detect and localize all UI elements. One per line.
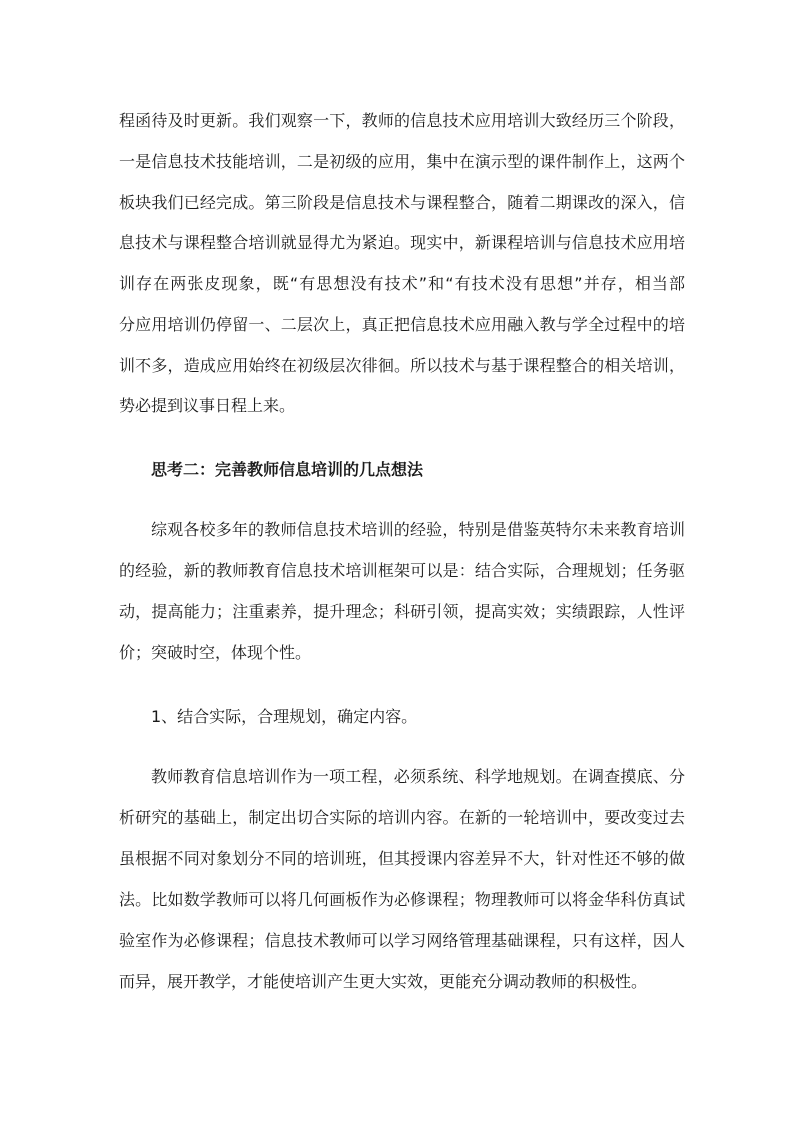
paragraph-line: 教师教育信息培训作为一项工程，必须系统、科学地规划。在调查摸底、分	[151, 767, 685, 786]
paragraph-line: 息技术与课程整合培训就显得尤为紧迫。现实中，新课程培训与信息技术应用培	[119, 233, 685, 252]
paragraph-line: 验室作为必修课程；信息技术教师可以学习网络管理基础课程，只有这样，因人	[119, 931, 685, 950]
paragraph-line: 势必提到议事日程上来。	[119, 396, 296, 415]
paragraph-line: 程函待及时更新。我们观察一下，教师的信息技术应用培训大致经历三个阶段，	[119, 111, 685, 130]
paragraph-line: 价；突破时空，体现个性。	[119, 643, 312, 662]
paragraph-line: 而异，展开教学，才能使培训产生更大实效，更能充分调动教师的积极性。	[119, 972, 648, 991]
paragraph-line: 板块我们已经完成。第三阶段是信息技术与课程整合，随着二期课改的深入，信	[119, 193, 685, 212]
paragraph-line: 分应用培训仍停留一、二层次上，真正把信息技术应用融入教与学全过程中的培	[119, 315, 685, 334]
paragraph-line: 析研究的基础上，制定出切合实际的培训内容。在新的一轮培训中，要改变过去	[119, 808, 685, 827]
paragraph-line: 训存在两张皮现象，既“有思想没有技术”和“有技术没有思想”并存，相当部	[119, 274, 685, 293]
paragraph-line: 法。比如数学教师可以将几何画板作为必修课程；物理教师可以将金华科仿真试	[119, 890, 685, 909]
paragraph-line: 的经验，新的教师教育信息技术培训框架可以是：结合实际，合理规划；任务驱	[119, 561, 685, 580]
paragraph-line: 训不多，造成应用始终在初级层次徘徊。所以技术与基于课程整合的相关培训，	[119, 356, 685, 375]
list-item-heading: 1、结合实际，合理规划，确定内容。	[151, 707, 418, 726]
paragraph-line: 动，提高能力；注重素养，提升理念；科研引领，提高实效；实绩跟踪，人性评	[119, 602, 685, 621]
paragraph-line: 虽根据不同对象划分不同的培训班，但其授课内容差异不大，针对性还不够的做	[119, 849, 685, 868]
section-heading: 思考二：完善教师信息培训的几点想法	[151, 460, 424, 479]
paragraph-line: 综观各校多年的教师信息技术培训的经验，特别是借鉴英特尔未来教育培训	[151, 520, 685, 539]
paragraph-line: 一是信息技术技能培训，二是初级的应用，集中在演示型的课件制作上，这两个	[119, 152, 685, 171]
